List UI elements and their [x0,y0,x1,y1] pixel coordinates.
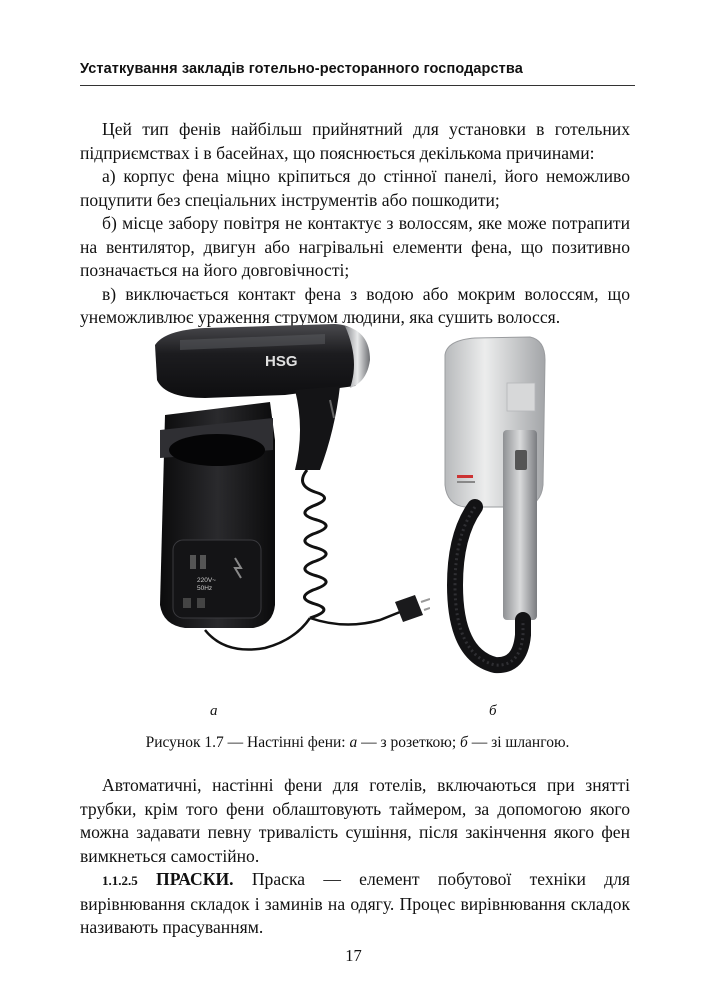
section-paragraph [80,868,630,940]
caption-prefix: Рисунок 1.7 — Настінні фени: [145,734,350,751]
wall-dryer-with-socket-image [145,320,430,670]
paragraph: в) виключається контакт фена з водою або мокрим волоссям, що унеможливлює ураження струмом людини, яка сушить волосся. [80,283,630,327]
caption-b-letter: б [460,734,468,751]
caption-b-text: — зі шлангою. [467,734,570,751]
figure-caption [80,734,635,752]
figure-a-label: а [210,703,218,719]
running-header: Устаткування закладів готельно-ресторанного господарства [80,61,523,77]
socket-frequency-label: 50Hz [197,585,213,592]
section-text: Праска — елемент побутової техніки для вирівнювання складок і заминів на одягу. Процес вирівнювання складок називають прасуванням. [80,869,630,937]
header-rule [80,85,635,86]
paragraph: Автоматичні, настінні фени для готелів, включаються при знятті трубки, крім того фени облаштовують таймером, за допомогою якого можна задавати певну тривалість сушіння, після закінчення якого фен вимкнеться самостійно. [80,775,630,866]
dryer-brand-logo: HSG [265,353,298,370]
socket-voltage-label: 220V~ [197,577,216,584]
section-title: ПРАСКИ. [156,869,234,889]
wall-dryer-with-hose-image [435,335,555,675]
caption-a-text: — з розеткою; [357,734,461,751]
after-text-block [80,774,630,940]
caption-a-letter: а [349,734,358,751]
paragraph: б) місце забору повітря не контактує з волоссям, яке може потрапити на вентилятор, двигун або нагрівальні елементи фена, що позитивно позначається на його довговічності; [80,213,630,280]
figure-b-label: б [489,703,497,719]
section-number: 1.1.2.5 [102,873,138,888]
paragraph: а) корпус фена міцно кріпиться до стінної панелі, його неможливо поцупити без спеціальних інструментів або пошкодити; [80,166,630,210]
paragraph: Цей тип фенів найбільш прийнятний для установки в готельних підприємствах і в басейнах, що пояснюється декількома причинами: [80,119,630,163]
intro-text-block [80,118,630,330]
page-number: 17 [345,946,362,965]
